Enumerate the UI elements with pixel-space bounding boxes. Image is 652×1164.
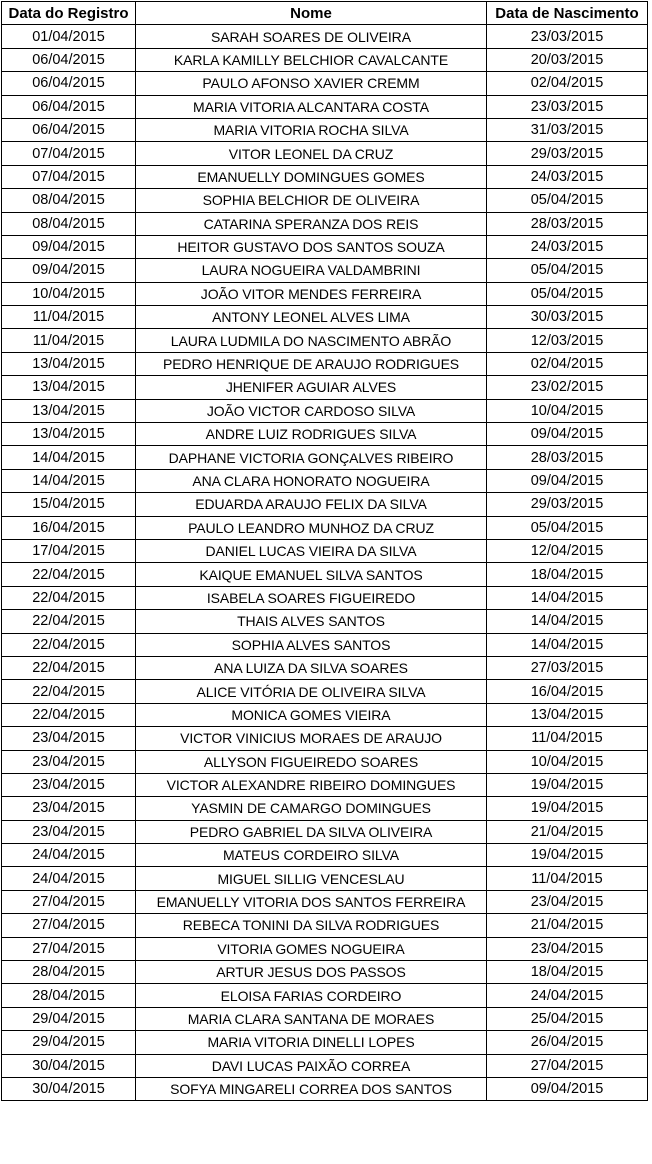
name-cell: CATARINA SPERANZA DOS REIS <box>136 212 487 235</box>
table-row <box>2 539 648 562</box>
birth-date-cell: 10/04/2015 <box>487 750 648 773</box>
name-cell: DAVI LUCAS PAIXÃO CORREA <box>136 1054 487 1077</box>
name-cell: SOFYA MINGARELI CORREA DOS SANTOS <box>136 1077 487 1100</box>
birth-date-cell: 24/03/2015 <box>487 165 648 188</box>
registration-date-cell: 28/04/2015 <box>2 984 136 1007</box>
birth-date-cell: 23/04/2015 <box>487 890 648 913</box>
birth-date-cell: 11/04/2015 <box>487 727 648 750</box>
name-cell: ALLYSON FIGUEIREDO SOARES <box>136 750 487 773</box>
registration-date-cell: 27/04/2015 <box>2 914 136 937</box>
registration-date-cell: 29/04/2015 <box>2 1007 136 1030</box>
name-cell: ISABELA SOARES FIGUEIREDO <box>136 586 487 609</box>
name-cell: VICTOR ALEXANDRE RIBEIRO DOMINGUES <box>136 773 487 796</box>
table-row <box>2 72 648 95</box>
name-cell: JOÃO VICTOR CARDOSO SILVA <box>136 399 487 422</box>
birth-date-cell: 30/03/2015 <box>487 306 648 329</box>
name-cell: DAPHANE VICTORIA GONÇALVES RIBEIRO <box>136 446 487 469</box>
birth-date-cell: 21/04/2015 <box>487 914 648 937</box>
name-cell: MONICA GOMES VIEIRA <box>136 703 487 726</box>
registration-date-cell: 24/04/2015 <box>2 844 136 867</box>
birth-date-cell: 19/04/2015 <box>487 797 648 820</box>
registration-date-cell: 30/04/2015 <box>2 1054 136 1077</box>
name-cell: MATEUS CORDEIRO SILVA <box>136 844 487 867</box>
table-row <box>2 446 648 469</box>
table-row <box>2 235 648 258</box>
table-row <box>2 797 648 820</box>
name-cell: EMANUELLY DOMINGUES GOMES <box>136 165 487 188</box>
table-row <box>2 329 648 352</box>
birth-date-cell: 21/04/2015 <box>487 820 648 843</box>
table-row <box>2 1054 648 1077</box>
table-header <box>2 2 648 25</box>
table-row <box>2 95 648 118</box>
registration-date-cell: 23/04/2015 <box>2 750 136 773</box>
table-row <box>2 306 648 329</box>
registration-date-cell: 30/04/2015 <box>2 1077 136 1100</box>
registration-date-cell: 14/04/2015 <box>2 469 136 492</box>
birth-date-cell: 16/04/2015 <box>487 680 648 703</box>
registration-date-cell: 17/04/2015 <box>2 539 136 562</box>
table-row <box>2 399 648 422</box>
name-cell: VITOR LEONEL DA CRUZ <box>136 142 487 165</box>
name-cell: LAURA NOGUEIRA VALDAMBRINI <box>136 259 487 282</box>
name-cell: ALICE VITÓRIA DE OLIVEIRA SILVA <box>136 680 487 703</box>
birth-date-cell: 29/03/2015 <box>487 493 648 516</box>
name-cell: PAULO AFONSO XAVIER CREMM <box>136 72 487 95</box>
registration-date-cell: 22/04/2015 <box>2 680 136 703</box>
registration-date-cell: 06/04/2015 <box>2 72 136 95</box>
table-row <box>2 1077 648 1100</box>
table-row <box>2 282 648 305</box>
name-cell: KARLA KAMILLY BELCHIOR CAVALCANTE <box>136 48 487 71</box>
name-cell: VITORIA GOMES NOGUEIRA <box>136 937 487 960</box>
birth-date-cell: 23/03/2015 <box>487 95 648 118</box>
table-row <box>2 563 648 586</box>
birth-date-cell: 18/04/2015 <box>487 563 648 586</box>
table-row <box>2 165 648 188</box>
birth-date-cell: 20/03/2015 <box>487 48 648 71</box>
table-row <box>2 937 648 960</box>
birth-date-cell: 12/04/2015 <box>487 539 648 562</box>
birth-date-cell: 28/03/2015 <box>487 212 648 235</box>
table-row <box>2 118 648 141</box>
birth-date-cell: 09/04/2015 <box>487 423 648 446</box>
birth-date-cell: 11/04/2015 <box>487 867 648 890</box>
name-cell: PEDRO HENRIQUE DE ARAUJO RODRIGUES <box>136 352 487 375</box>
registration-date-cell: 07/04/2015 <box>2 142 136 165</box>
registration-date-cell: 23/04/2015 <box>2 727 136 750</box>
birth-date-cell: 19/04/2015 <box>487 844 648 867</box>
table-row <box>2 259 648 282</box>
registration-date-cell: 06/04/2015 <box>2 95 136 118</box>
registration-date-cell: 10/04/2015 <box>2 282 136 305</box>
table-row <box>2 189 648 212</box>
birth-date-cell: 29/03/2015 <box>487 142 648 165</box>
registration-date-cell: 11/04/2015 <box>2 306 136 329</box>
name-cell: YASMIN DE CAMARGO DOMINGUES <box>136 797 487 820</box>
name-cell: JHENIFER AGUIAR ALVES <box>136 376 487 399</box>
table-row <box>2 984 648 1007</box>
birth-date-cell: 12/03/2015 <box>487 329 648 352</box>
name-cell: SARAH SOARES DE OLIVEIRA <box>136 25 487 48</box>
birth-date-cell: 25/04/2015 <box>487 1007 648 1030</box>
table-row <box>2 1007 648 1030</box>
table-row <box>2 656 648 679</box>
birth-date-cell: 26/04/2015 <box>487 1031 648 1054</box>
table-row <box>2 820 648 843</box>
birth-date-cell: 10/04/2015 <box>487 399 648 422</box>
registration-date-cell: 14/04/2015 <box>2 446 136 469</box>
header-name: Nome <box>136 2 487 25</box>
registration-date-cell: 13/04/2015 <box>2 352 136 375</box>
birth-date-cell: 28/03/2015 <box>487 446 648 469</box>
table-row <box>2 633 648 656</box>
registration-date-cell: 22/04/2015 <box>2 703 136 726</box>
registration-date-cell: 23/04/2015 <box>2 773 136 796</box>
table-row <box>2 914 648 937</box>
table-row <box>2 376 648 399</box>
table-row <box>2 844 648 867</box>
name-cell: ELOISA FARIAS CORDEIRO <box>136 984 487 1007</box>
table-row <box>2 773 648 796</box>
table-row <box>2 586 648 609</box>
name-cell: ANA CLARA HONORATO NOGUEIRA <box>136 469 487 492</box>
birth-date-cell: 27/03/2015 <box>487 656 648 679</box>
name-cell: EDUARDA ARAUJO FELIX DA SILVA <box>136 493 487 516</box>
table-row <box>2 469 648 492</box>
name-cell: HEITOR GUSTAVO DOS SANTOS SOUZA <box>136 235 487 258</box>
table-row <box>2 142 648 165</box>
birth-date-cell: 14/04/2015 <box>487 610 648 633</box>
table-row <box>2 961 648 984</box>
name-cell: VICTOR VINICIUS MORAES DE ARAUJO <box>136 727 487 750</box>
registration-date-cell: 27/04/2015 <box>2 890 136 913</box>
registration-date-cell: 09/04/2015 <box>2 235 136 258</box>
registration-date-cell: 01/04/2015 <box>2 25 136 48</box>
birth-date-cell: 02/04/2015 <box>487 72 648 95</box>
registration-date-cell: 13/04/2015 <box>2 376 136 399</box>
birth-date-cell: 23/03/2015 <box>487 25 648 48</box>
table-row <box>2 25 648 48</box>
registration-date-cell: 24/04/2015 <box>2 867 136 890</box>
table-row <box>2 212 648 235</box>
registration-date-cell: 22/04/2015 <box>2 610 136 633</box>
name-cell: SOPHIA ALVES SANTOS <box>136 633 487 656</box>
birth-date-cell: 09/04/2015 <box>487 469 648 492</box>
table-row <box>2 516 648 539</box>
registration-date-cell: 28/04/2015 <box>2 961 136 984</box>
registration-date-cell: 06/04/2015 <box>2 48 136 71</box>
table-row <box>2 680 648 703</box>
name-cell: KAIQUE EMANUEL SILVA SANTOS <box>136 563 487 586</box>
registration-date-cell: 22/04/2015 <box>2 563 136 586</box>
name-cell: THAIS ALVES SANTOS <box>136 610 487 633</box>
birth-date-cell: 13/04/2015 <box>487 703 648 726</box>
birth-date-cell: 23/04/2015 <box>487 937 648 960</box>
name-cell: PEDRO GABRIEL DA SILVA OLIVEIRA <box>136 820 487 843</box>
birth-date-cell: 05/04/2015 <box>487 259 648 282</box>
registration-date-cell: 22/04/2015 <box>2 633 136 656</box>
birth-date-cell: 24/04/2015 <box>487 984 648 1007</box>
birth-date-cell: 05/04/2015 <box>487 516 648 539</box>
header-birth-date: Data de Nascimento <box>487 2 648 25</box>
table-row <box>2 727 648 750</box>
name-cell: SOPHIA BELCHIOR DE OLIVEIRA <box>136 189 487 212</box>
birth-date-cell: 09/04/2015 <box>487 1077 648 1100</box>
registration-date-cell: 23/04/2015 <box>2 797 136 820</box>
table-row <box>2 493 648 516</box>
table-row <box>2 703 648 726</box>
birth-date-cell: 31/03/2015 <box>487 118 648 141</box>
name-cell: MARIA VITORIA ALCANTARA COSTA <box>136 95 487 118</box>
table-row <box>2 352 648 375</box>
birth-date-cell: 24/03/2015 <box>487 235 648 258</box>
registration-date-cell: 11/04/2015 <box>2 329 136 352</box>
name-cell: MIGUEL SILLIG VENCESLAU <box>136 867 487 890</box>
header-registration-date: Data do Registro <box>2 2 136 25</box>
registration-date-cell: 13/04/2015 <box>2 399 136 422</box>
table-row <box>2 750 648 773</box>
table-row <box>2 48 648 71</box>
name-cell: MARIA VITORIA DINELLI LOPES <box>136 1031 487 1054</box>
registration-date-cell: 27/04/2015 <box>2 937 136 960</box>
registration-date-cell: 13/04/2015 <box>2 423 136 446</box>
table-row <box>2 890 648 913</box>
birth-date-cell: 19/04/2015 <box>487 773 648 796</box>
registration-date-cell: 09/04/2015 <box>2 259 136 282</box>
registration-date-cell: 22/04/2015 <box>2 656 136 679</box>
birth-date-cell: 23/02/2015 <box>487 376 648 399</box>
name-cell: LAURA LUDMILA DO NASCIMENTO ABRÃO <box>136 329 487 352</box>
name-cell: ANA LUIZA DA SILVA SOARES <box>136 656 487 679</box>
name-cell: DANIEL LUCAS VIEIRA DA SILVA <box>136 539 487 562</box>
name-cell: PAULO LEANDRO MUNHOZ DA CRUZ <box>136 516 487 539</box>
name-cell: ANDRE LUIZ RODRIGUES SILVA <box>136 423 487 446</box>
name-cell: ARTUR JESUS DOS PASSOS <box>136 961 487 984</box>
registration-date-cell: 15/04/2015 <box>2 493 136 516</box>
birth-date-cell: 18/04/2015 <box>487 961 648 984</box>
birth-date-cell: 14/04/2015 <box>487 586 648 609</box>
table-row <box>2 1031 648 1054</box>
name-cell: JOÃO VITOR MENDES FERREIRA <box>136 282 487 305</box>
registration-date-cell: 16/04/2015 <box>2 516 136 539</box>
birth-date-cell: 05/04/2015 <box>487 189 648 212</box>
name-cell: EMANUELLY VITORIA DOS SANTOS FERREIRA <box>136 890 487 913</box>
table-row <box>2 610 648 633</box>
registration-date-cell: 06/04/2015 <box>2 118 136 141</box>
name-cell: MARIA VITORIA ROCHA SILVA <box>136 118 487 141</box>
name-cell: MARIA CLARA SANTANA DE MORAES <box>136 1007 487 1030</box>
registration-date-cell: 23/04/2015 <box>2 820 136 843</box>
birth-date-cell: 05/04/2015 <box>487 282 648 305</box>
registry-table <box>1 1 648 1101</box>
registration-date-cell: 29/04/2015 <box>2 1031 136 1054</box>
name-cell: ANTONY LEONEL ALVES LIMA <box>136 306 487 329</box>
registration-date-cell: 22/04/2015 <box>2 586 136 609</box>
birth-date-cell: 27/04/2015 <box>487 1054 648 1077</box>
birth-date-cell: 14/04/2015 <box>487 633 648 656</box>
table-body <box>2 25 648 1101</box>
birth-date-cell: 02/04/2015 <box>487 352 648 375</box>
table-row <box>2 423 648 446</box>
header-row <box>2 2 648 25</box>
registration-date-cell: 08/04/2015 <box>2 189 136 212</box>
table-row <box>2 867 648 890</box>
name-cell: REBECA TONINI DA SILVA RODRIGUES <box>136 914 487 937</box>
registration-date-cell: 07/04/2015 <box>2 165 136 188</box>
registration-date-cell: 08/04/2015 <box>2 212 136 235</box>
